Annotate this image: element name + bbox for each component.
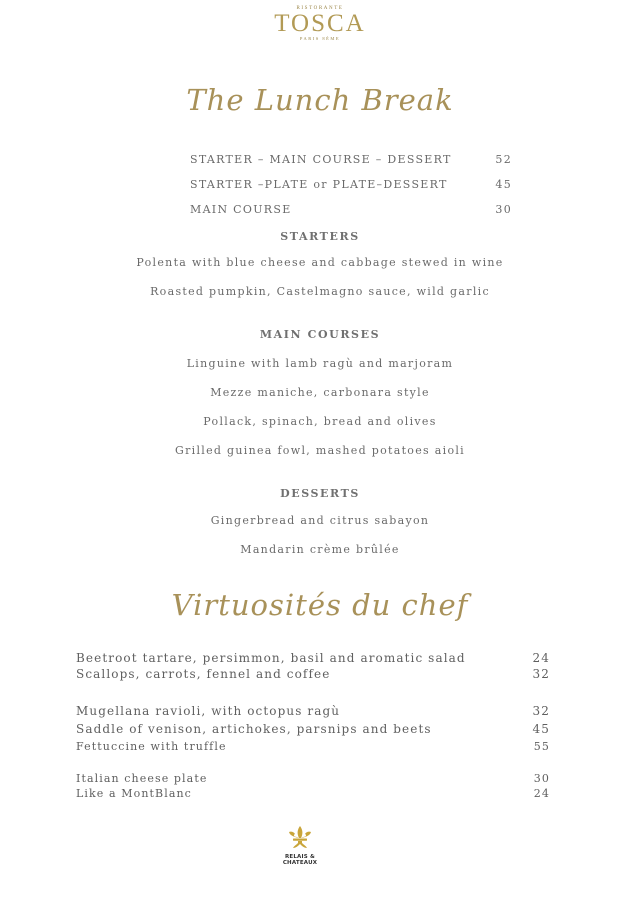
restaurant-logo [0, 6, 640, 41]
dessert-item: Gingerbread and citrus sabayon [210, 514, 430, 527]
desserts-title: DESSERTS [280, 487, 360, 500]
relais-chateaux-line1: RELAIS & [284, 854, 316, 860]
formula-label: MAIN COURSE [190, 203, 292, 216]
starters-title: STARTERS [280, 230, 360, 243]
fleur-de-lis-icon [287, 826, 313, 850]
main-course-item: Grilled guinea fowl, mashed potatoes aioli [175, 444, 465, 457]
chef-item [76, 787, 550, 800]
chef-item [76, 704, 550, 718]
formula-row [190, 203, 512, 216]
main-course-item: Linguine with lamb ragù and marjoram [186, 357, 454, 370]
formula-price: 30 [495, 203, 512, 216]
chef-item-label: Saddle of venison, artichokes, parsnips and beets [76, 722, 432, 736]
logo-name: TOSCA [274, 10, 366, 37]
chef-item [76, 651, 550, 665]
chef-item-price: 30 [533, 772, 550, 785]
main-courses-title: MAIN COURSES [259, 328, 381, 341]
chef-item [76, 722, 550, 736]
chef-item-price: 24 [532, 651, 550, 665]
chef-item-label: Like a MontBlanc [76, 787, 192, 800]
formula-label: STARTER –PLATE or PLATE–DESSERT [190, 178, 448, 191]
chef-item-price: 55 [533, 740, 550, 753]
formula-row [190, 153, 512, 166]
chef-item-price: 32 [532, 704, 550, 718]
chef-item-label: Fettuccine with truffle [76, 740, 227, 753]
chef-item [76, 667, 550, 681]
chef-item [76, 740, 550, 753]
chef-item-price: 45 [532, 722, 550, 736]
formula-price: 52 [495, 153, 512, 166]
logo-top-text: RISTORANTE [296, 6, 344, 11]
chef-heading: Virtuosités du chef [171, 588, 469, 622]
chef-item-label: Mugellana ravioli, with octopus ragù [76, 704, 341, 718]
formula-price: 45 [495, 178, 512, 191]
logo-sub-text: PARIS 8ÈME [299, 36, 341, 41]
formula-label: STARTER – MAIN COURSE – DESSERT [190, 153, 452, 166]
chef-item [76, 772, 550, 785]
dessert-item: Mandarin crème brûlée [240, 543, 400, 556]
lunch-break-heading: The Lunch Break [186, 83, 454, 117]
formula-row [190, 178, 512, 191]
starter-item: Roasted pumpkin, Castelmagno sauce, wild garlic [150, 285, 490, 298]
chef-item-label: Beetroot tartare, persimmon, basil and aromatic salad [76, 651, 466, 665]
chef-item-label: Italian cheese plate [76, 772, 208, 785]
chef-item-label: Scallops, carrots, fennel and coffee [76, 667, 331, 681]
relais-chateaux-logo [280, 826, 320, 866]
relais-chateaux-line2: CHATEAUX [282, 860, 318, 866]
chef-item-price: 32 [532, 667, 550, 681]
main-course-item: Mezze maniche, carbonara style [210, 386, 430, 399]
chef-item-price: 24 [533, 787, 550, 800]
main-course-item: Pollack, spinach, bread and olives [203, 415, 437, 428]
starter-item: Polenta with blue cheese and cabbage stewed in wine [136, 256, 504, 269]
